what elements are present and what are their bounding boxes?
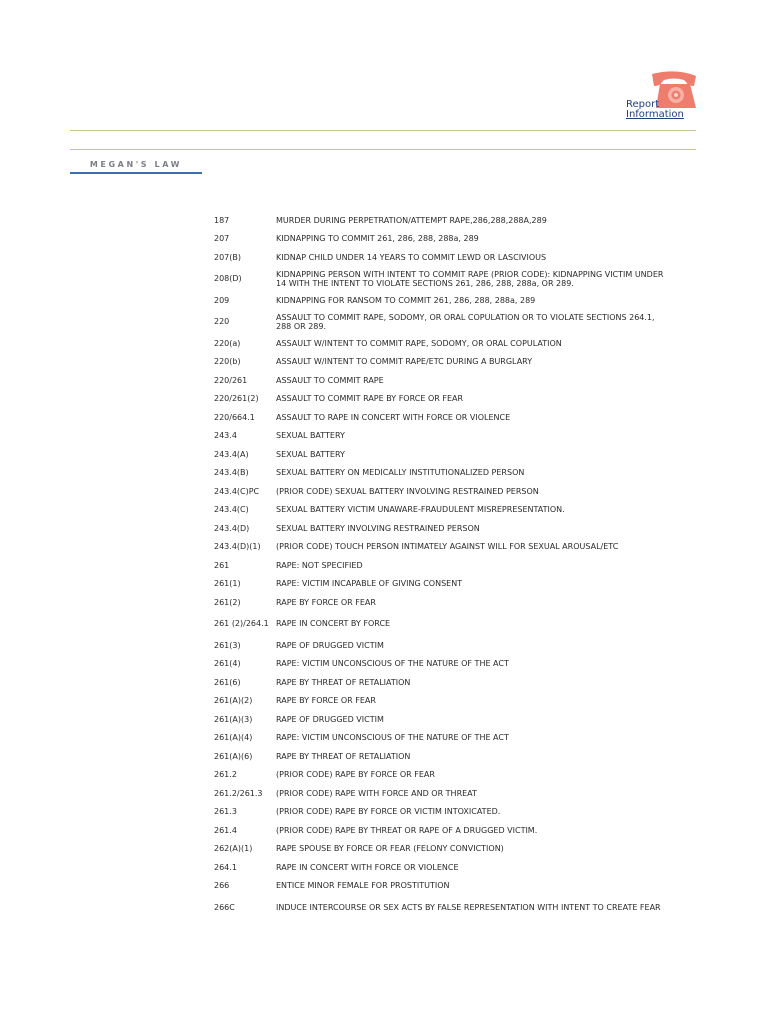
offense-row bbox=[211, 211, 666, 230]
offense-row bbox=[211, 636, 666, 655]
offense-row bbox=[211, 464, 666, 483]
offense-code: 261.2/261.3 bbox=[214, 788, 263, 798]
offense-code: 261(1) bbox=[214, 579, 241, 589]
offense-code: 261.2 bbox=[214, 770, 237, 780]
offense-code-rows bbox=[211, 211, 666, 920]
offense-row bbox=[211, 655, 666, 674]
offense-description: SEXUAL BATTERY VICTIM UNAWARE-FRAUDULENT MISREPRESENTATION. bbox=[276, 505, 565, 515]
offense-row bbox=[211, 710, 666, 729]
report-label: Report bbox=[626, 99, 660, 110]
offense-code: 261(A)(2) bbox=[214, 696, 253, 706]
offense-description: RAPE OF DRUGGED VICTIM bbox=[276, 714, 384, 724]
offense-row bbox=[211, 267, 666, 292]
offense-description: (PRIOR CODE) RAPE BY FORCE OR FEAR bbox=[276, 770, 435, 780]
offense-row bbox=[211, 784, 666, 803]
offense-row bbox=[211, 538, 666, 557]
offense-row bbox=[211, 766, 666, 785]
offense-row bbox=[211, 821, 666, 840]
offense-code: 187 bbox=[214, 215, 230, 225]
offense-description: RAPE: VICTIM UNCONSCIOUS OF THE NATURE OF THE ACT bbox=[276, 733, 509, 743]
offense-description: (PRIOR CODE) TOUCH PERSON INTIMATELY AGAINST WILL FOR SEXUAL AROUSAL/ETC bbox=[276, 542, 619, 552]
offense-description: RAPE IN CONCERT BY FORCE bbox=[276, 619, 391, 629]
offense-row bbox=[211, 353, 666, 372]
offense-description: RAPE SPOUSE BY FORCE OR FEAR (FELONY CONVICTION) bbox=[276, 844, 504, 854]
offense-description: INDUCE INTERCOURSE OR SEX ACTS BY FALSE REPRESENTATION WITH INTENT TO CREATE FEAR bbox=[276, 902, 661, 912]
offense-code: 243.4(D)(1) bbox=[214, 542, 261, 552]
offense-description: RAPE: VICTIM UNCONSCIOUS OF THE NATURE OF THE ACT bbox=[276, 659, 509, 669]
offense-code: 261(3) bbox=[214, 640, 241, 650]
offense-code: 243.4(A) bbox=[214, 449, 249, 459]
offense-code: 220/261 bbox=[214, 375, 248, 385]
offense-row bbox=[211, 747, 666, 766]
offense-code: 261(6) bbox=[214, 677, 241, 687]
offense-row bbox=[211, 501, 666, 520]
offense-description: RAPE OF DRUGGED VICTIM bbox=[276, 640, 384, 650]
offense-description: ASSAULT W/INTENT TO COMMIT RAPE, SODOMY, OR ORAL COPULATION bbox=[276, 338, 562, 348]
offense-code-table bbox=[211, 211, 666, 920]
offense-description: KIDNAPPING FOR RANSOM TO COMMIT 261, 286, 288, 288a, 289 bbox=[276, 295, 536, 305]
offense-code: 261(A)(3) bbox=[214, 714, 253, 724]
offense-code: 207 bbox=[214, 234, 230, 244]
offense-code: 243.4(C)PC bbox=[214, 486, 260, 496]
offense-code: 207(B) bbox=[214, 252, 241, 262]
offense-description: SEXUAL BATTERY ON MEDICALLY INSTITUTIONALIZED PERSON bbox=[276, 468, 525, 478]
offense-description: MURDER DURING PERPETRATION/ATTEMPT RAPE,286,288,288A,289 bbox=[276, 215, 547, 225]
offense-code: 220 bbox=[214, 317, 230, 327]
offense-description: RAPE BY FORCE OR FEAR bbox=[276, 696, 376, 706]
offense-description: ASSAULT TO RAPE IN CONCERT WITH FORCE OR VIOLENCE bbox=[276, 412, 511, 422]
offense-description: RAPE: NOT SPECIFIED bbox=[276, 560, 363, 570]
offense-row bbox=[211, 390, 666, 409]
offense-row bbox=[211, 230, 666, 249]
offense-code: 261(4) bbox=[214, 659, 241, 669]
offense-code: 220/261(2) bbox=[214, 394, 259, 404]
offense-description: KIDNAPPING PERSON WITH INTENT TO COMMIT RAPE (PRIOR CODE): KIDNAPPING VICTIM UNDER 14 WITH THE INTENT TO VIOLATE SECTIONS 261, 286, 288, 288a, OR 289. bbox=[276, 269, 664, 288]
offense-description: ASSAULT W/INTENT TO COMMIT RAPE/ETC DURING A BURGLARY bbox=[276, 357, 533, 367]
offense-row bbox=[211, 427, 666, 446]
offense-description: ASSAULT TO COMMIT RAPE BY FORCE OR FEAR bbox=[276, 394, 464, 404]
offense-code: 261 (2)/264.1 bbox=[214, 619, 269, 629]
offense-code: 220(a) bbox=[214, 338, 241, 348]
offense-row bbox=[211, 248, 666, 267]
offense-code: 243.4 bbox=[214, 431, 237, 441]
offense-code: 220(b) bbox=[214, 357, 241, 367]
offense-description: RAPE BY THREAT OF RETALIATION bbox=[276, 677, 411, 687]
offense-code: 261 bbox=[214, 560, 230, 570]
offense-row bbox=[211, 612, 666, 637]
offense-code: 220/664.1 bbox=[214, 412, 255, 422]
offense-description: ASSAULT TO COMMIT RAPE, SODOMY, OR ORAL COPULATION OR TO VIOLATE SECTIONS 264.1, 288 OR 289. bbox=[276, 312, 655, 331]
offense-code: 261.3 bbox=[214, 807, 237, 817]
offense-row bbox=[211, 371, 666, 390]
offense-code: 262(A)(1) bbox=[214, 844, 253, 854]
offense-description: (PRIOR CODE) RAPE WITH FORCE AND OR THREAT bbox=[276, 788, 477, 798]
header-divider-top bbox=[70, 130, 696, 131]
offense-row bbox=[211, 291, 666, 310]
offense-description: KIDNAPPING TO COMMIT 261, 286, 288, 288a, 289 bbox=[276, 234, 479, 244]
offense-description: SEXUAL BATTERY INVOLVING RESTRAINED PERSON bbox=[276, 523, 480, 533]
offense-description: RAPE BY FORCE OR FEAR bbox=[276, 597, 376, 607]
offense-description: RAPE IN CONCERT WITH FORCE OR VIOLENCE bbox=[276, 862, 459, 872]
offense-code: 261(A)(4) bbox=[214, 733, 253, 743]
offense-row bbox=[211, 310, 666, 335]
offense-row bbox=[211, 895, 666, 920]
offense-row bbox=[211, 840, 666, 859]
offense-row bbox=[211, 482, 666, 501]
offense-code: 266C bbox=[214, 902, 235, 912]
offense-code: 243.4(D) bbox=[214, 523, 250, 533]
offense-code: 209 bbox=[214, 295, 230, 305]
offense-code: 208(D) bbox=[214, 274, 242, 284]
offense-description: RAPE: VICTIM INCAPABLE OF GIVING CONSENT bbox=[276, 579, 463, 589]
offense-description: KIDNAP CHILD UNDER 14 YEARS TO COMMIT LEWD OR LASCIVIOUS bbox=[276, 252, 547, 262]
offense-row bbox=[211, 858, 666, 877]
offense-row bbox=[211, 593, 666, 612]
offense-row bbox=[211, 519, 666, 538]
offense-description: ENTICE MINOR FEMALE FOR PROSTITUTION bbox=[276, 881, 450, 891]
offense-row bbox=[211, 575, 666, 594]
offense-row bbox=[211, 692, 666, 711]
offense-code: 243.4(C) bbox=[214, 505, 249, 515]
offense-row bbox=[211, 334, 666, 353]
offense-description: (PRIOR CODE) RAPE BY THREAT OR RAPE OF A DRUGGED VICTIM. bbox=[276, 825, 538, 835]
offense-row bbox=[211, 803, 666, 822]
section-title-underline bbox=[70, 172, 202, 174]
information-label: Information bbox=[626, 109, 684, 120]
offense-description: SEXUAL BATTERY bbox=[276, 431, 345, 441]
offense-code: 261(2) bbox=[214, 597, 241, 607]
offense-description: RAPE BY THREAT OF RETALIATION bbox=[276, 751, 411, 761]
offense-code: 264.1 bbox=[214, 862, 237, 872]
offense-row bbox=[211, 556, 666, 575]
offense-description: ASSAULT TO COMMIT RAPE bbox=[276, 375, 384, 385]
offense-description: (PRIOR CODE) SEXUAL BATTERY INVOLVING RESTRAINED PERSON bbox=[276, 486, 539, 496]
offense-row bbox=[211, 445, 666, 464]
offense-description: SEXUAL BATTERY bbox=[276, 449, 345, 459]
offense-row bbox=[211, 408, 666, 427]
offense-row bbox=[211, 877, 666, 896]
offense-code: 261.4 bbox=[214, 825, 237, 835]
offense-code: 261(A)(6) bbox=[214, 751, 253, 761]
offense-description: (PRIOR CODE) RAPE BY FORCE OR VICTIM INTOXICATED. bbox=[276, 807, 501, 817]
header-divider-bottom bbox=[70, 149, 696, 150]
offense-row bbox=[211, 673, 666, 692]
offense-code: 266 bbox=[214, 881, 230, 891]
offense-row bbox=[211, 729, 666, 748]
report-information-link[interactable] bbox=[620, 70, 700, 126]
offense-code: 243.4(B) bbox=[214, 468, 249, 478]
section-title: MEGAN'S LAW bbox=[89, 160, 183, 169]
